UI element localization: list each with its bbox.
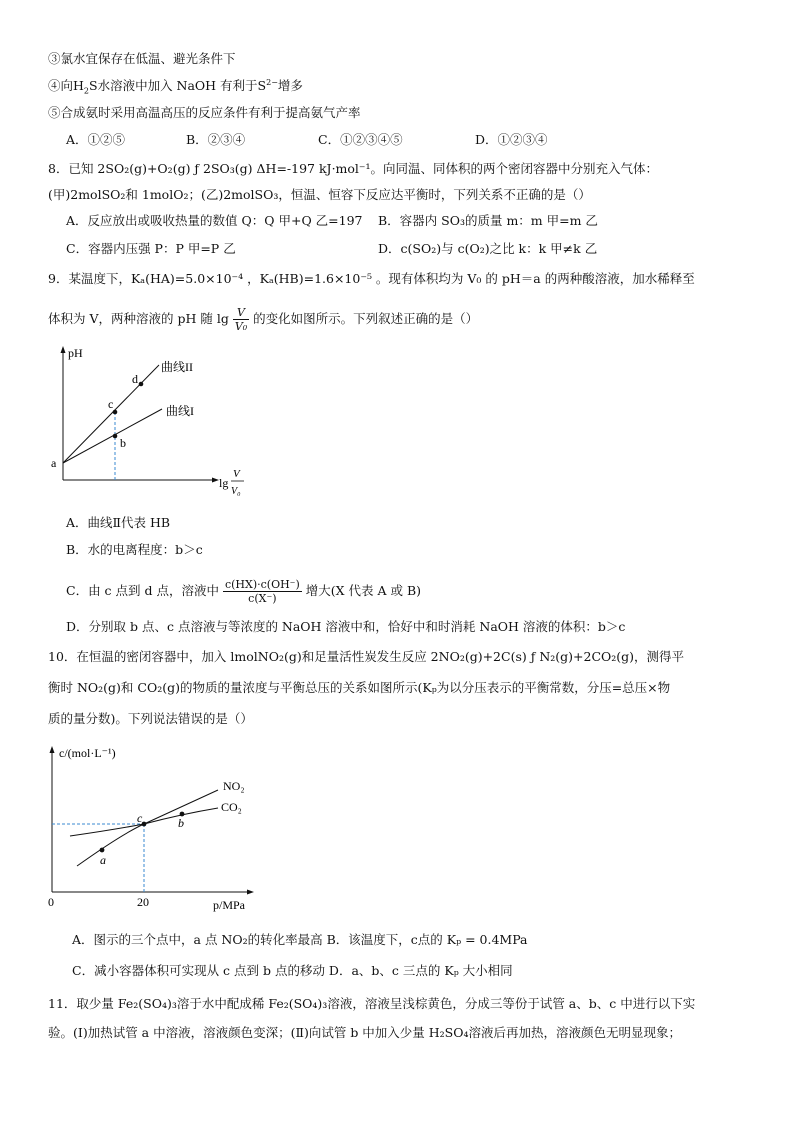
point-b-label: b bbox=[120, 436, 126, 450]
point-d-label: d bbox=[132, 372, 138, 386]
statement-4: ④向$H_2S$水溶液中加入 NaOH 有利于$S^{2-}$增多 bbox=[48, 77, 303, 96]
q9-option-d: D．分别取 b 点、c 点溶液与等浓度的 NaOH 溶液中和，恰好中和时消耗 NaOH 溶液的体积：b＞c bbox=[66, 619, 626, 634]
x-frac-num: V bbox=[233, 468, 240, 480]
q9-stem-line1: 9．某温度下，Kₐ(HA)=5.0×10⁻⁴ ，Kₐ(HB)=1.6×10⁻⁵ 。现有体积均为 V₀ 的 pH＝a 的两种酸溶液，加水稀释至 bbox=[48, 271, 695, 286]
point-a-label: a bbox=[51, 456, 57, 470]
origin-label: 0 bbox=[48, 895, 54, 909]
y-axis-arrow bbox=[61, 346, 66, 353]
y-axis-label: c/(mol·L⁻¹) bbox=[59, 746, 116, 760]
x-axis-arrow bbox=[247, 890, 254, 895]
q10-option-cd: C．减小容器体积可实现从 c 点到 b 点的移动 D．a、b、c 三点的 Kₚ 大小相同 bbox=[72, 963, 513, 978]
q7-option-a: A．①②⑤ bbox=[66, 132, 126, 147]
concentration-pressure-chart bbox=[42, 738, 282, 916]
q8-option-b: B．容器内 SO₃的质量 m：m 甲=m 乙 bbox=[378, 213, 598, 228]
q8-option-c: C．容器内压强 P：P 甲=P 乙 bbox=[66, 241, 236, 256]
q10-stem-line2: 衡时 NO₂(g)和 CO₂(g)的物质的量浓度与平衡总压的关系如图所示(Kₚ为以分压表示的平衡常数，分压=总压×物 bbox=[48, 680, 671, 695]
q9-stem-line2: 体积为 V，两种溶液的 pH 随 lg $\frac{V}{\text{V₀}}$ 的变化如图所示。下列叙述正确的是（） bbox=[48, 306, 479, 333]
q10-option-ab: A．图示的三个点中，a 点 NO₂的转化率最高 B．该温度下，c点的 Kₚ = 0.4MPa bbox=[72, 932, 528, 947]
q8-stem-line1: 8．已知 2SO₂(g)+O₂(g) ƒ 2SO₃(g) ΔH=-197 kJ·mol⁻¹。向同温、同体积的两个密闭容器中分别充入气体： bbox=[48, 161, 659, 176]
q10-stem-line3: 质的量分数)。下列说法错误的是（） bbox=[48, 711, 253, 726]
point-d bbox=[139, 382, 144, 387]
q11-stem-line2: 验。(Ⅰ)加热试管 a 中溶液，溶液颜色变深；(Ⅱ)向试管 b 中加入少量 H₂SO₄溶液后再加热，溶液颜色无明显现象； bbox=[48, 1025, 681, 1040]
q9-option-c: C．由 c 点到 d 点，溶液中 $\frac{c(HX)\cdot c(OH^-)}{c(X^-)}$ 增大(X 代表 A 或 B) bbox=[66, 578, 422, 605]
x-frac-den: V₀ bbox=[231, 486, 241, 497]
point-c-label: c bbox=[108, 397, 114, 411]
statement-3: ③氯水宜保存在低温、避光条件下 bbox=[48, 51, 236, 66]
q7-option-c: C．①②③④⑤ bbox=[318, 132, 403, 147]
q8-option-a: A．反应放出或吸收热量的数值 Q：Q 甲+Q 乙=197 bbox=[66, 213, 363, 228]
q9-option-a: A．曲线Ⅱ代表 HB bbox=[66, 515, 171, 530]
x-axis-label: p/MPa bbox=[213, 898, 246, 912]
co2-label: CO₂ bbox=[221, 800, 242, 814]
curve-1-label: 曲线I bbox=[166, 404, 194, 418]
statement-5: ⑤合成氨时采用高温高压的反应条件有利于提高氨气产率 bbox=[48, 105, 361, 120]
point-c-label: c bbox=[137, 811, 143, 825]
x-axis-arrow bbox=[212, 478, 219, 483]
curve-2-label: 曲线II bbox=[161, 360, 193, 374]
no2-curve bbox=[77, 790, 218, 866]
point-b bbox=[113, 434, 118, 439]
no2-label: NO₂ bbox=[223, 779, 245, 793]
q8-option-d: D．c(SO₂)与 c(O₂)之比 k：k 甲≠k 乙 bbox=[378, 241, 598, 256]
x-axis-label: lg bbox=[219, 476, 229, 490]
ph-dilution-chart bbox=[44, 343, 274, 503]
y-axis-arrow bbox=[50, 746, 55, 753]
q9-option-b: B．水的电离程度：b＞c bbox=[66, 542, 203, 557]
curve-1-line bbox=[63, 409, 162, 463]
point-a-label: a bbox=[100, 853, 106, 867]
q8-stem-line2: (甲)2molSO₂和 1molO₂；(乙)2molSO₃，恒温、恒容下反应达平衡时，下列关系不正确的是（） bbox=[48, 187, 591, 202]
tick-20-label: 20 bbox=[137, 895, 149, 909]
q11-stem-line1: 11．取少量 Fe₂(SO₄)₃溶于水中配成稀 Fe₂(SO₄)₃溶液，溶液呈浅棕黄色，分成三等份于试管 a、b、c 中进行以下实 bbox=[48, 996, 696, 1011]
point-c bbox=[113, 410, 118, 415]
curve-2-line bbox=[63, 365, 159, 463]
y-axis-label: pH bbox=[68, 346, 83, 360]
q7-option-d: D．①②③④ bbox=[475, 132, 548, 147]
q10-stem-line1: 10．在恒温的密闭容器中，加入 lmolNO₂(g)和足量活性炭发生反应 2NO₂(g)+2C(s) ƒ N₂(g)+2CO₂(g)，测得平 bbox=[48, 649, 685, 664]
q7-option-b: B．②③④ bbox=[186, 132, 246, 147]
point-a bbox=[100, 848, 105, 853]
point-b-label: b bbox=[178, 816, 184, 830]
